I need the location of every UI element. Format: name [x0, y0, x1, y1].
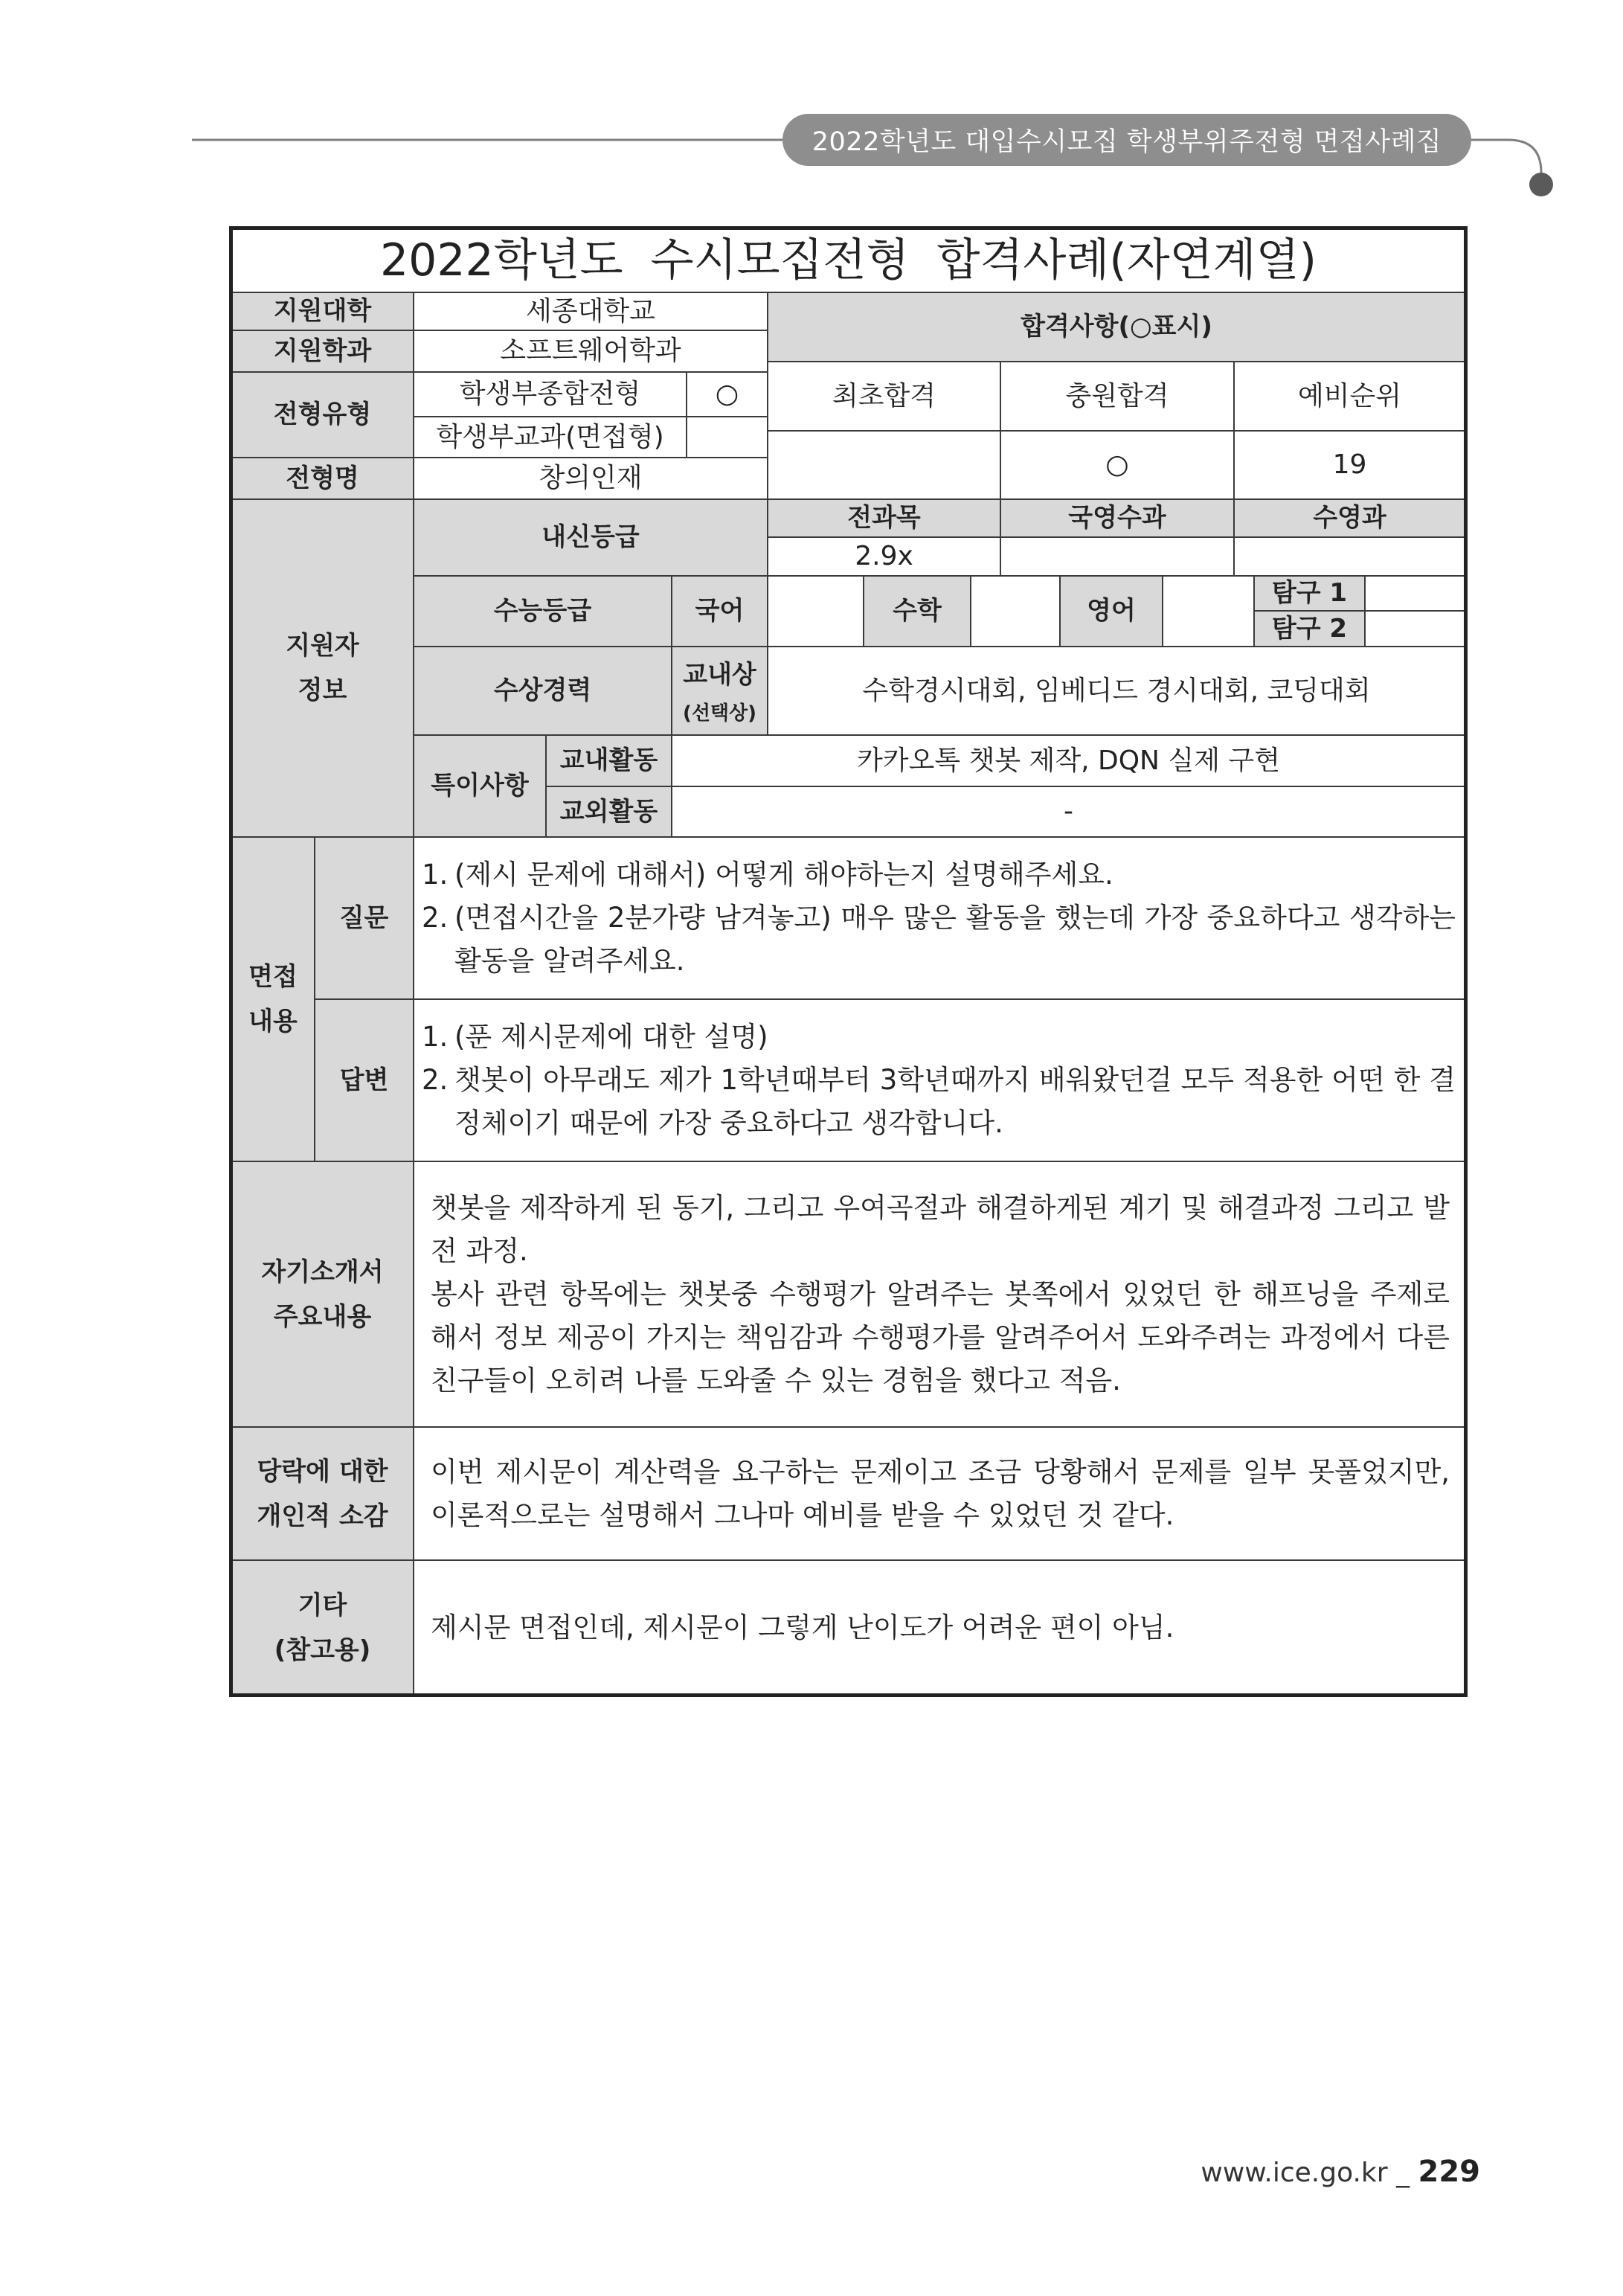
admission-type-mark: [686, 416, 768, 458]
school-grade-value: [1000, 536, 1235, 577]
footer-site: www.ice.go.kr: [1201, 2158, 1388, 2188]
admission-type-name: 학생부종합전형: [413, 371, 687, 417]
admission-type-label: 전형유형: [231, 371, 414, 458]
applicant-info-label-line: 지원자: [286, 631, 359, 661]
result-column-header: 최초합격: [767, 361, 1001, 432]
department-label: 지원학과: [231, 330, 414, 373]
awards-type-label-text: 교내상: [683, 659, 756, 690]
school-grade-value: 2.9x: [767, 536, 1001, 577]
csat-subject-label: 국어: [671, 575, 768, 647]
interview-label-line: 내용: [248, 1007, 298, 1036]
etc-text: 제시문 면접인데, 제시문이 그렇게 난이도가 어려운 편이 아님.: [431, 1611, 1174, 1644]
result-value: [767, 430, 1001, 500]
running-header-title: 2022학년도 대입수시모집 학생부위주전형 면접사례집: [782, 114, 1471, 166]
page-title: 2022학년도 수시모집전형 합격사례(자연계열): [231, 228, 1466, 293]
school-grade-value: [1233, 536, 1466, 577]
admission-type-mark: ○: [686, 371, 768, 417]
awards-type-note: (선택상): [682, 702, 757, 725]
reflection-text: 이번 제시문이 계산력을 요구하는 문제이고 조금 당황해서 문제를 일부 못풀었지만, 이론적으로는 설명해서 그나마 예비를 받을 수 있었던 것 같다.: [431, 1455, 1450, 1531]
etc-label: [231, 1559, 414, 1696]
csat-grade-label: 수능등급: [413, 575, 672, 647]
interview-label: [231, 836, 315, 1162]
footer-separator: _: [1396, 2158, 1410, 2188]
answer-list: [413, 998, 1466, 1162]
question-number: 1.: [422, 859, 449, 891]
answer-number: 1.: [422, 1021, 449, 1053]
question-label: 질문: [314, 836, 414, 1000]
result-column-header: 충원합격: [1000, 361, 1235, 432]
etc-content: [413, 1559, 1466, 1696]
etc-label-line: (참고용): [274, 1635, 371, 1665]
question-item: [422, 853, 1456, 897]
result-value: 19: [1233, 430, 1466, 500]
school-grade-label: 내신등급: [413, 498, 768, 577]
university-label: 지원대학: [231, 292, 414, 331]
csat-subject-grade: [767, 575, 864, 647]
question-item: [422, 897, 1456, 983]
self-intro-label: [231, 1161, 414, 1428]
reflection-label: [231, 1426, 414, 1561]
self-intro-paragraph: 봉사 관련 항목에는 챗봇중 수행평가 알려주는 봇쪽에서 있었던 한 해프닝을 주제로 해서 정보 제공이 가지는 책임감과 수행평가를 알려주어서 도와주려는 과정에서 다른 친구들이 오히려 나를 도와줄 수 있는 경험을 했다고 적음.: [431, 1277, 1450, 1396]
etc-label-line: 기타: [298, 1590, 347, 1620]
reflection-label-line: 개인적 소감: [257, 1501, 388, 1531]
answer-text: 챗봇이 아무래도 제가 1학년때부터 3학년때까지 배워왔던걸 모두 적용한 어떤 한 결정체이기 때문에 가장 중요하다고 생각합니다.: [454, 1064, 1456, 1139]
result-value: ○: [1000, 430, 1235, 500]
reflection-label-line: 당락에 대한: [257, 1456, 388, 1487]
in-school-activity-label: 교내활동: [545, 734, 672, 787]
self-intro-paragraph: 챗봇을 제작하게 된 동기, 그리고 우여곡절과 해결하게된 계기 및 해결과정 그리고 발전 과정.: [431, 1191, 1450, 1267]
question-text: (면접시간을 2분가량 남겨놓고) 매우 많은 활동을 했는데 가장 중요하다고 생각하는 활동을 알려주세요.: [454, 902, 1456, 977]
running-header-decoration: [0, 0, 1623, 223]
question-text: (제시 문제에 대해서) 어떻게 해야하는지 설명해주세요.: [454, 859, 1113, 891]
result-column-header: 예비순위: [1233, 361, 1466, 432]
self-intro-label-line: 주요내용: [273, 1301, 372, 1332]
school-grade-column-header: 전과목: [767, 498, 1001, 538]
school-grade-column-header: 국영수과: [1000, 498, 1235, 538]
self-intro-content: [413, 1161, 1466, 1428]
department-value: 소프트웨어학과: [413, 330, 768, 373]
footer: [1041, 2155, 1480, 2199]
result-header: 합격사항(○표시): [767, 292, 1466, 362]
interview-label-line: 면접: [248, 962, 298, 992]
csat-inquiry-label: 탐구 2: [1253, 610, 1366, 647]
csat-inquiry-grade: [1364, 610, 1466, 647]
awards-type-label: [671, 646, 768, 736]
answer-label: 답변: [314, 998, 414, 1162]
csat-inquiry-label: 탐구 1: [1253, 575, 1366, 612]
answer-text: (푼 제시문제에 대한 설명): [454, 1021, 768, 1053]
awards-label: 수상경력: [413, 646, 672, 736]
admission-type-name: 학생부교과(면접형): [413, 416, 687, 458]
reflection-content: [413, 1426, 1466, 1561]
applicant-info-label: [231, 498, 414, 838]
answer-number: 2.: [422, 1064, 449, 1096]
header-dot-icon: [1529, 173, 1553, 196]
track-value: 창의인재: [413, 457, 768, 500]
question-list: [413, 836, 1466, 1000]
question-number: 2.: [422, 902, 449, 934]
track-label: 전형명: [231, 457, 414, 500]
school-grade-column-header: 수영과: [1233, 498, 1466, 538]
csat-subject-label: 수학: [863, 575, 971, 647]
awards-value: 수학경시대회, 임베디드 경시대회, 코딩대회: [767, 646, 1466, 736]
out-school-activity-label: 교외활동: [545, 786, 672, 838]
footer-page-number: 229: [1418, 2155, 1480, 2189]
self-intro-label-line: 자기소개서: [261, 1257, 384, 1287]
csat-subject-label: 영어: [1059, 575, 1163, 647]
csat-subject-grade: [970, 575, 1061, 647]
applicant-info-label-line: 정보: [298, 676, 347, 705]
csat-subject-grade: [1162, 575, 1255, 647]
out-school-activity-value: -: [671, 786, 1466, 838]
university-value: 세종대학교: [413, 292, 768, 331]
answer-item: [422, 1059, 1456, 1145]
answer-item: [422, 1016, 1456, 1059]
in-school-activity-value: 카카오톡 챗봇 제작, DQN 실제 구현: [671, 734, 1466, 787]
csat-inquiry-grade: [1364, 575, 1466, 612]
remarks-label: 특이사항: [413, 734, 547, 838]
